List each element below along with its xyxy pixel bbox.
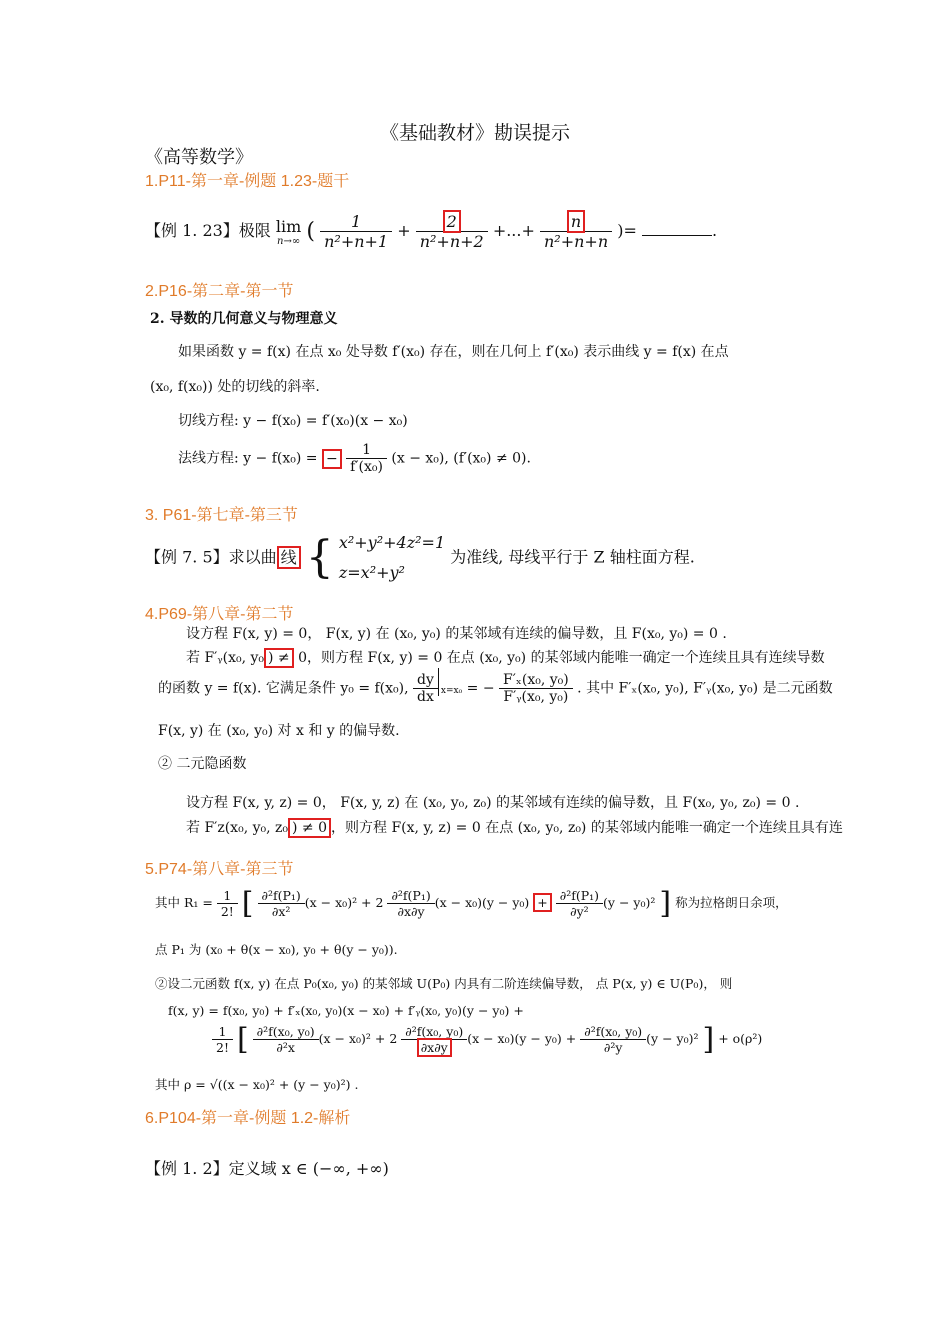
s1-open-paren: (: [306, 219, 315, 244]
s2-tangent-eq: 切线方程: y − f(x₀) = f′(x₀)(x − x₀): [178, 413, 408, 429]
s4-line-5: ② 二元隐函数: [158, 756, 247, 772]
section-heading-4: 4.P69-第八章-第二节: [145, 606, 294, 623]
s5-taylor-2: $\frac{1}{2!}$ [ $\frac{\text{∂²f(x₀, y₀)}}{\text{∂²x}}$ (x − x₀)² + 2 $\frac{\text{∂²f(x₀, y₀)}}{\partial x\partial y}$ (x − x₀)(y − y₀) + $\frac{\text{∂²f(x₀, y₀)}}{\text{∂²y}}$ (y − y₀)² ] + o(ρ²): [212, 1022, 762, 1057]
s1-term-1: $\frac{1}{\text{n²+n+1}}$: [320, 212, 392, 251]
s5-condition: ②设二元函数 f(x, y) 在点 P₀(x₀, y₀) 的某邻域 U(P₀) 内具有二阶连续偏导数， 点 P(x, y) ∈ U(P₀)， 则: [155, 976, 733, 991]
s4-line-1: 设方程 F(x, y) = 0， F(x, y) 在 (x₀, y₀) 的某邻域有连续的偏导数，且 F(x₀, y₀) = 0 .: [186, 626, 727, 642]
s2-normal-eq: 法线方程: y − f(x₀) = − $\frac{1}{\text{f′(x₀)}}$ (x − x₀), (f′(x₀) ≠ 0).: [178, 442, 531, 475]
s1-term-3-boxed: n: [567, 210, 585, 233]
s2-subheading: 2. 导数的几何意义与物理意义: [150, 311, 338, 327]
s2-line-2: (x₀, f(x₀)) 处的切线的斜率.: [150, 379, 320, 395]
section-heading-3: 3. P61-第七章-第三节: [145, 507, 298, 524]
s1-term-2-boxed: 2: [443, 210, 461, 233]
s3-eq-2: z=x²+y²: [338, 563, 405, 582]
s1-end: )=: [617, 221, 637, 240]
s4-line-6: 设方程 F(x, y, z) = 0， F(x, y, z) 在 (x₀, y₀, z₀) 的某邻域有连续的偏导数，且 F(x₀, y₀, z₀) = 0 .: [186, 795, 800, 811]
page-title: 《基础教材》勘误提示: [379, 122, 570, 144]
s2-line-1: 如果函数 y = f(x) 在点 x₀ 处导数 f′(x₀) 存在，则在几何上 f′(x₀) 表示曲线 y = f(x) 在点: [178, 344, 729, 360]
s1-lim-sub: n→∞: [277, 235, 301, 247]
s5-boxed-dxdy: ∂x∂y: [417, 1038, 452, 1057]
s4-line-2: 若 F′ᵧ(x₀, y₀ ) ≠ 0，则方程 F(x, y) = 0 在点 (x₀, y₀) 的某邻域内能唯一确定一个连续且具有连续导数: [186, 650, 825, 666]
s6-example: 【例 1. 2】定义域 x ∈ (−∞, +∞): [145, 1159, 389, 1178]
section-heading-2: 2.P16-第二章-第一节: [145, 283, 294, 300]
s4-line-7: 若 F′z(x₀, y₀, z₀ ) ≠ 0 ，则方程 F(x, y, z) = 0 在点 (x₀, y₀, z₀) 的某邻域内能唯一确定一个连续且具有连: [186, 820, 843, 836]
s2-normal-sign-boxed: −: [322, 449, 342, 469]
s1-equation: 【例 1. 23】极限 lim n→∞ ( $\frac{1}{\text{n²+n+1}}$ + $\frac{2}{\text{n²+n+2}}$ +...+ $\frac{n}{\text{n²+n+n}}$ )= .: [145, 212, 718, 251]
s1-prefix: 【例 1. 23】极限: [145, 221, 271, 240]
s5-boxed-sign: +: [533, 893, 551, 912]
s5-remainder: 其中 R₁ = $\frac{1}{2!}$ [ $\frac{\text{∂²f(P₁)}}{\text{∂x²}}$ (x − x₀)² + 2 $\frac{\text{∂²f(P₁)}}{\partial x\partial y}$ (x − x₀)(y − y₀) + $\frac{\text{∂²f(P₁)}}{\text{∂y²}}$ (y − y₀)² ] 称为拉格朗日余项，: [155, 886, 788, 921]
s4-line-4: F(x, y) 在 (x₀, y₀) 对 x 和 y 的偏导数.: [158, 723, 400, 739]
s3-eq-1: x²+y²+4z²=1: [338, 533, 446, 552]
s3-brace: {: [305, 532, 334, 583]
s5-point-p1: 点 P₁ 为 (x₀ + θ(x − x₀), y₀ + θ(y − y₀)).: [155, 942, 398, 957]
section-heading-1: 1.P11-第一章-例题 1.23-题干: [145, 173, 350, 190]
s1-ellipsis: +...+: [492, 221, 535, 240]
s1-term-3: $\frac{n}{\text{n²+n+n}}$: [540, 212, 612, 251]
s3-equation: 【例 7. 5】求以曲 线 { x²+y²+4z²=1 z=x²+y² 为准线, 母线平行于 Z 轴柱面方程.: [145, 528, 695, 588]
s1-lim: lim: [275, 216, 302, 236]
s5-rho: 其中 ρ = √((x − x₀)² + (y − y₀)²) .: [155, 1077, 359, 1092]
s4-boxed-neq: ) ≠: [264, 648, 294, 668]
s5-taylor-1: f(x, y) = f(x₀, y₀) + f′ₓ(x₀, y₀)(x − x₀) + f′ᵧ(x₀, y₀)(y − y₀) +: [168, 1003, 524, 1018]
s3-boxed-char: 线: [277, 546, 301, 569]
section-heading-6: 6.P104-第一章-例题 1.2-解析: [145, 1110, 351, 1127]
subject-title: 《高等数学》: [145, 147, 253, 168]
section-heading-5: 5.P74-第八章-第三节: [145, 861, 294, 878]
s1-answer-blank: [642, 235, 712, 236]
s4-boxed-neq-2: ) ≠ 0: [288, 818, 331, 838]
s1-term-2: $\frac{2}{\text{n²+n+2}}$: [416, 212, 488, 251]
s4-line-3: 的函数 y = f(x). 它满足条件 y₀ = f(x₀), $\frac{dy}{dx}$ x=x₀ = − $\frac{\text{F′ₓ(x₀, y₀)}}{\text{F′ᵧ(x₀, y₀)}}$ . 其中 F′ₓ(x₀, y₀), F′ᵧ(x₀, y₀) 是二元函数: [158, 672, 833, 705]
